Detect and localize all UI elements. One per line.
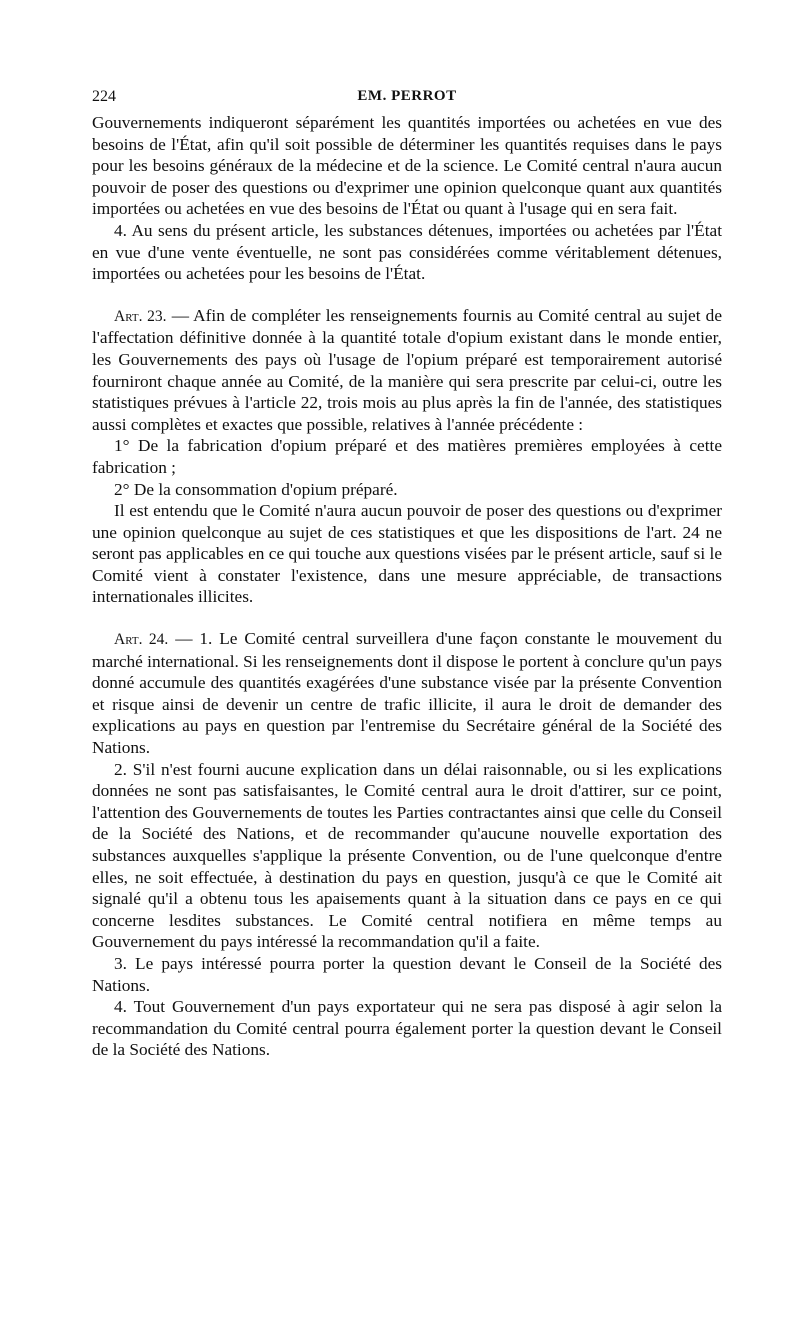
article-label: Art. 24. (114, 631, 169, 649)
paragraph-article-23-item-2: 2° De la consommation d'opium préparé. (114, 479, 398, 499)
document-page (92, 86, 722, 1061)
paragraph-article-22-point-4: 4. Au sens du présent article, les substances détenues, importées ou achetées par l'État en vue d'une vente éventuelle, ne sont pas considérées comme véritablement détenues, importées ou achetées pour les besoins de l'État. (92, 220, 722, 284)
running-head: EM. PERROT (357, 88, 457, 104)
paragraph-article-24-point-4: 4. Tout Gouvernement d'un pays exportateur qui ne sera pas disposé à agir selon la recommandation du Comité central pourra également porter la question devant le Conseil de la Société des Nations. (92, 997, 722, 1060)
article-label: Art. 23. (114, 307, 167, 325)
paragraph-article-23-item-1: 1° De la fabrication d'opium préparé et des matières premières employées à cette fabrication ; (92, 436, 722, 477)
page-header (92, 86, 722, 108)
paragraph-article-23-note: Il est entendu que le Comité n'aura aucun pouvoir de poser des questions ou d'exprimer une opinion quelconque au sujet de ces statistiques et que les dispositions de l'art. 24 ne seront pas applicables en ce qui touche aux questions visées par le présent article, sauf si le Comité vient à constater l'existence, dans une mesure appréciable, de transactions internationales illicites. (92, 501, 722, 607)
page-number: 224 (92, 88, 116, 105)
paragraph-article-24-point-3: 3. Le pays intéressé pourra porter la question devant le Conseil de la Société des Nations. (92, 953, 722, 995)
paragraph-article-24-point-2: 2. S'il n'est fourni aucune explication dans un délai raisonnable, ou si les explications données ne sont pas satisfaisantes, le Comité central aura le droit d'attirer, sur ce point, l'attention des Gouvernements de toutes les Parties contractantes ainsi que celle du Conseil de la Société des Nations, et de recommander qu'aucune nouvelle exportation des substances auxquelles s'applique la présente Convention, ou de l'une quelconque d'entre elles, ne soit effectuée, à destination du pays en question, jusqu'à ce que le Comité ait signalé qu'il a obtenu tous les apaisements quant à la situation dans ce pays en ce qui concerne lesdites substances. Le Comité central notifiera en même temps au Gouvernement du pays intéressé la recommandation qu'il a faite. (92, 759, 722, 952)
paragraph-continuation: Gouvernements indiqueront séparément les quantités importées ou achetées en vue des besoins de l'État, afin qu'il soit possible de déterminer les quantités requises dans le pays pour les besoins généraux de la médecine et de la science. Le Comité central n'aura aucun pouvoir de poser des questions ou d'exprimer une opinion quelconque quant aux quantités importées ou achetées en vue des besoins de l'État ou quant à l'usage qui en sera fait. (92, 113, 722, 219)
paragraph-article-23: Art. 23. — Afin de compléter les renseignements fournis au Comité central au sujet de l'affectation définitive donnée à la quantité totale d'opium existant dans le monde entier, les Gouvernements des pays où l'usage de l'opium préparé est temporairement autorisé fourniront chaque année au Comité, de la manière qui sera prescrite par celui-ci, outre les statistiques prévues à l'article 22, trois mois au plus après la fin de l'année, des statistiques aussi complètes et exactes que possible, relatives à l'année précédente : (92, 305, 722, 434)
paragraph-article-24: Art. 24. — 1. Le Comité central surveillera d'une façon constante le mouvement du marché international. Si les renseignements dont il dispose le portent à conclure qu'un pays donné accumule des quantités exagérées d'une substance visée par la présente Convention et risque ainsi de devenir un centre de trafic illicite, il aura le droit de demander des explications au pays en question par l'entremise du Secrétaire général de la Société des Nations. (92, 629, 722, 758)
